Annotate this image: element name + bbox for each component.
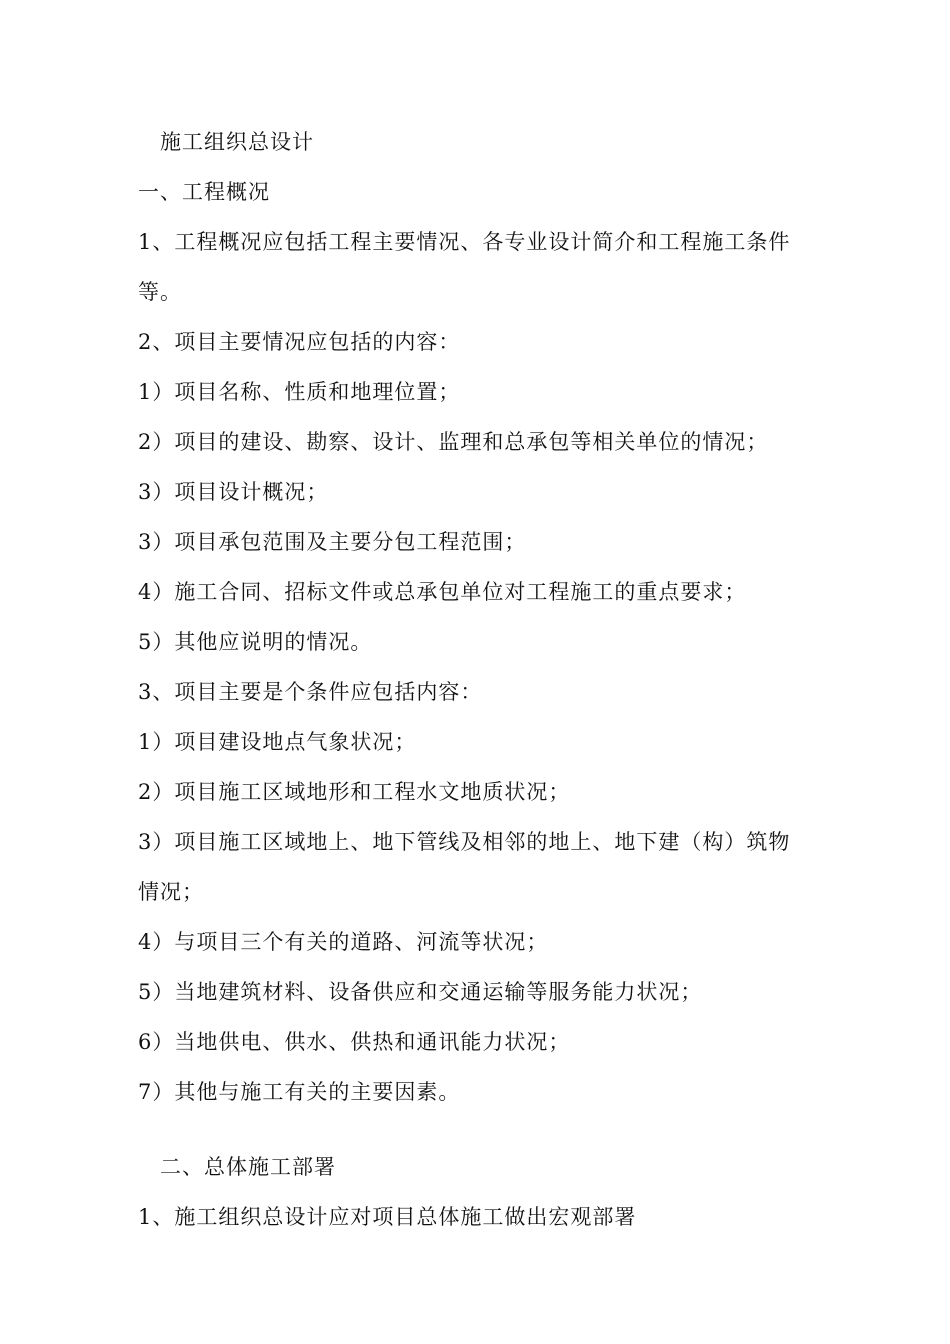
list-item: 7）其他与施工有关的主要因素。 <box>138 1080 461 1104</box>
section-heading-2: 二、总体施工部署 <box>160 1155 336 1179</box>
list-item: 5）当地建筑材料、设备供应和交通运输等服务能力状况； <box>138 980 703 1004</box>
list-item: 3）项目设计概况； <box>138 480 329 504</box>
list-item: 3）项目承包范围及主要分包工程范围； <box>138 530 527 554</box>
section-2-paragraph-1: 1、施工组织总设计应对项目总体施工做出宏观部署 <box>138 1205 637 1229</box>
document-title: 施工组织总设计 <box>160 130 314 154</box>
list-item: 2）项目施工区域地形和工程水文地质状况； <box>138 780 571 804</box>
list-item: 4）与项目三个有关的道路、河流等状况； <box>138 930 549 954</box>
list-item: 情况； <box>138 880 204 904</box>
list-item: 3）项目施工区域地上、地下管线及相邻的地上、地下建（构）筑物 <box>138 830 791 854</box>
paragraph-1-line-2: 等。 <box>138 280 182 304</box>
paragraph-2: 2、项目主要情况应包括的内容： <box>138 330 461 354</box>
list-item: 5）其他应说明的情况。 <box>138 630 373 654</box>
section-heading-1: 一、工程概况 <box>138 180 270 204</box>
list-item: 1）项目名称、性质和地理位置； <box>138 380 461 404</box>
list-item: 1）项目建设地点气象状况； <box>138 730 417 754</box>
list-item: 2）项目的建设、勘察、设计、监理和总承包等相关单位的情况； <box>138 430 769 454</box>
list-item: 6）当地供电、供水、供热和通讯能力状况； <box>138 1030 571 1054</box>
paragraph-1-line-1: 1、工程概况应包括工程主要情况、各专业设计简介和工程施工条件 <box>138 230 791 254</box>
paragraph-3: 3、项目主要是个条件应包括内容： <box>138 680 483 704</box>
list-item: 4）施工合同、招标文件或总承包单位对工程施工的重点要求； <box>138 580 747 604</box>
